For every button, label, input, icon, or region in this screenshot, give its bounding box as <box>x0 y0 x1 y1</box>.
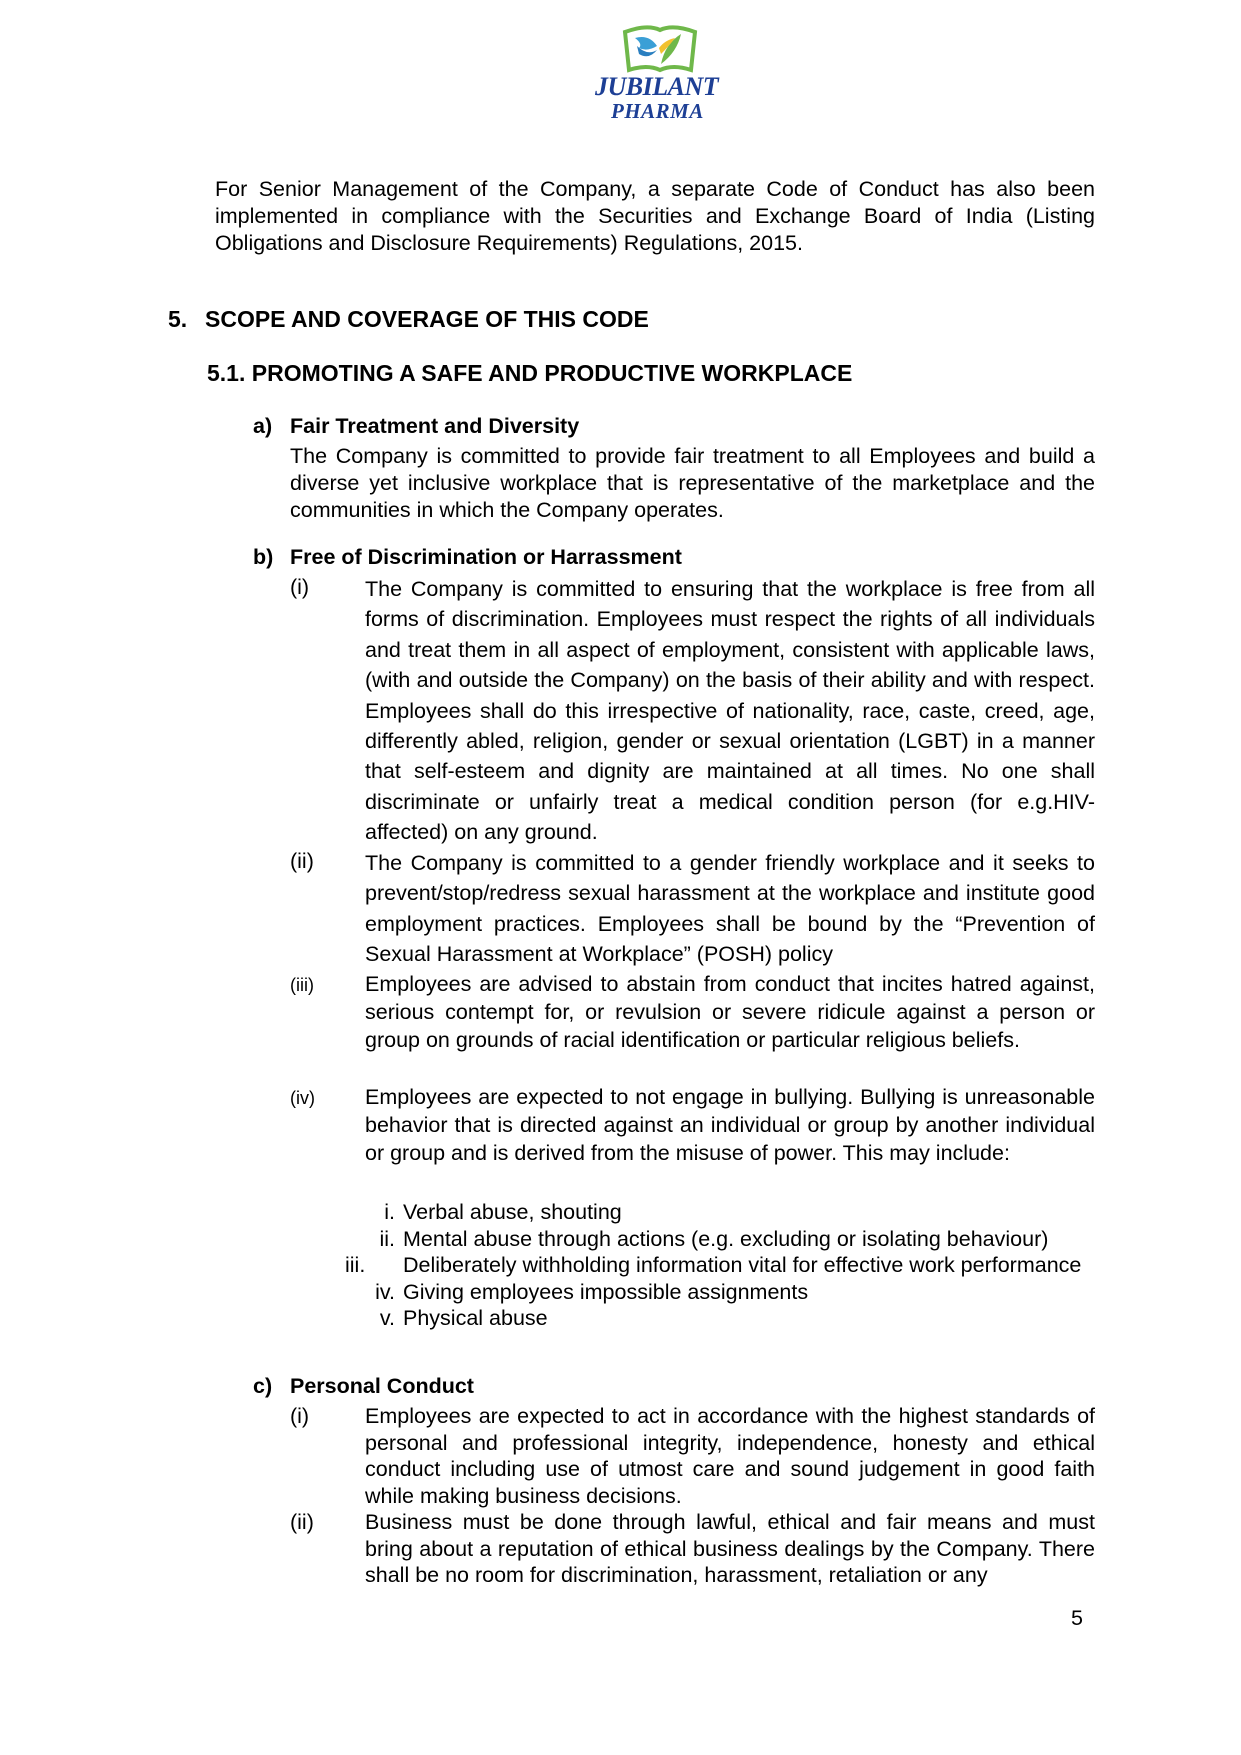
subsection-heading: 5.1. PROMOTING A SAFE AND PRODUCTIVE WORKPLACE <box>207 360 853 386</box>
item-b-title: Free of Discrimination or Harrassment <box>290 545 682 569</box>
item-c-i-number: (i) <box>290 1404 310 1428</box>
intro-paragraph: For Senior Management of the Company, a separate Code of Conduct has also been implemented in compliance with the Securities and Exchange Board of India (Listing Obligations and Disclosure Requirements) Regulations, 2015. <box>215 177 1095 255</box>
section-number: 5. <box>168 306 188 332</box>
logo-wordmark-line1: JUBILANT <box>595 72 719 101</box>
item-b-i-number: (i) <box>290 575 310 599</box>
list-item <box>345 1199 1095 1226</box>
item-c-ii-text: Business must be done through lawful, ethical and fair means and must bring about a reputation of ethical business dealings by the Company. There shall be no room for discrimination, harassment, retaliation or any <box>365 1510 1095 1587</box>
page-number: 5 <box>1071 1606 1083 1630</box>
list-item-text: Physical abuse <box>403 1306 548 1330</box>
item-c-i-text: Employees are expected to act in accordance with the highest standards of personal and professional integrity, independence, honesty and ethical conduct including use of utmost care and sound judgement in good faith while making business decisions. <box>365 1404 1095 1508</box>
item-a-title: Fair Treatment and Diversity <box>290 414 580 438</box>
item-a-label: a) <box>253 414 273 438</box>
list-item <box>345 1305 1095 1332</box>
list-item-text: Deliberately withholding information vital for effective work performance <box>403 1253 1082 1277</box>
list-item-number: iv. <box>375 1279 395 1304</box>
section-heading <box>168 306 649 333</box>
company-logo <box>577 18 743 143</box>
list-item <box>345 1226 1095 1253</box>
item-b-i-text: The Company is committed to ensuring that the workplace is free from all forms of discrimination. Employees must respect the rights of all individuals and treat them in all aspect of employment, consistent with applicable laws, (with and outside the Company) on the basis of their ability and with respect. Employees shall do this irrespective of nationality, race, caste, creed, age, differently abled, religion, gender or sexual orientation (LGBT) in a manner that self-esteem and dignity are maintained at all times. No one shall discriminate or unfairly treat a medical condition person (for e.g.HIV-affected) on any ground. <box>365 577 1095 845</box>
list-item-number: ii. <box>379 1226 395 1251</box>
item-b-ii-text: The Company is committed to a gender friendly workplace and it seeks to prevent/stop/redress sexual harassment at the workplace and institute good employment practices. Employees shall be bound by the “Prevention of Sexual Harassment at Workplace” (POSH) policy <box>365 851 1095 967</box>
list-item <box>345 1252 1095 1279</box>
section-title: SCOPE AND COVERAGE OF THIS CODE <box>205 306 649 332</box>
list-item-text: Verbal abuse, shouting <box>403 1200 622 1224</box>
item-b-iv-text: Employees are expected to not engage in bullying. Bullying is unreasonable behavior that is directed against an individual or group by another individual or group and is derived from the misuse of power. This may include: <box>365 1085 1095 1165</box>
logo-wordmark-line2: PHARMA <box>611 99 704 123</box>
list-item-text: Giving employees impossible assignments <box>403 1279 809 1304</box>
item-b-iii-number: (iii) <box>290 975 314 995</box>
bullying-list <box>345 1199 1095 1332</box>
item-b-iv-number: (iv) <box>290 1088 315 1108</box>
list-item <box>345 1279 1095 1306</box>
item-c-ii-number: (ii) <box>290 1510 314 1534</box>
item-c-title: Personal Conduct <box>290 1374 474 1398</box>
list-item-text: Mental abuse through actions (e.g. excluding or isolating behaviour) <box>403 1226 1049 1251</box>
item-b-iii-text: Employees are advised to abstain from conduct that incites hatred against, serious contempt for, or revulsion or severe ridicule against a person or group on grounds of racial identification or particular religious beliefs. <box>365 972 1095 1052</box>
item-a-text: The Company is committed to provide fair treatment to all Employees and build a diverse yet inclusive workplace that is representative of the marketplace and the communities in which the Company operates. <box>290 444 1095 522</box>
logo-emblem-icon <box>577 18 743 78</box>
item-b-label: b) <box>253 545 274 569</box>
item-b-ii-number: (ii) <box>290 849 314 873</box>
list-item-number: v. <box>379 1306 395 1330</box>
list-item-number: iii. <box>345 1253 366 1277</box>
list-item-number: i. <box>384 1200 395 1224</box>
item-c-label: c) <box>253 1374 273 1398</box>
